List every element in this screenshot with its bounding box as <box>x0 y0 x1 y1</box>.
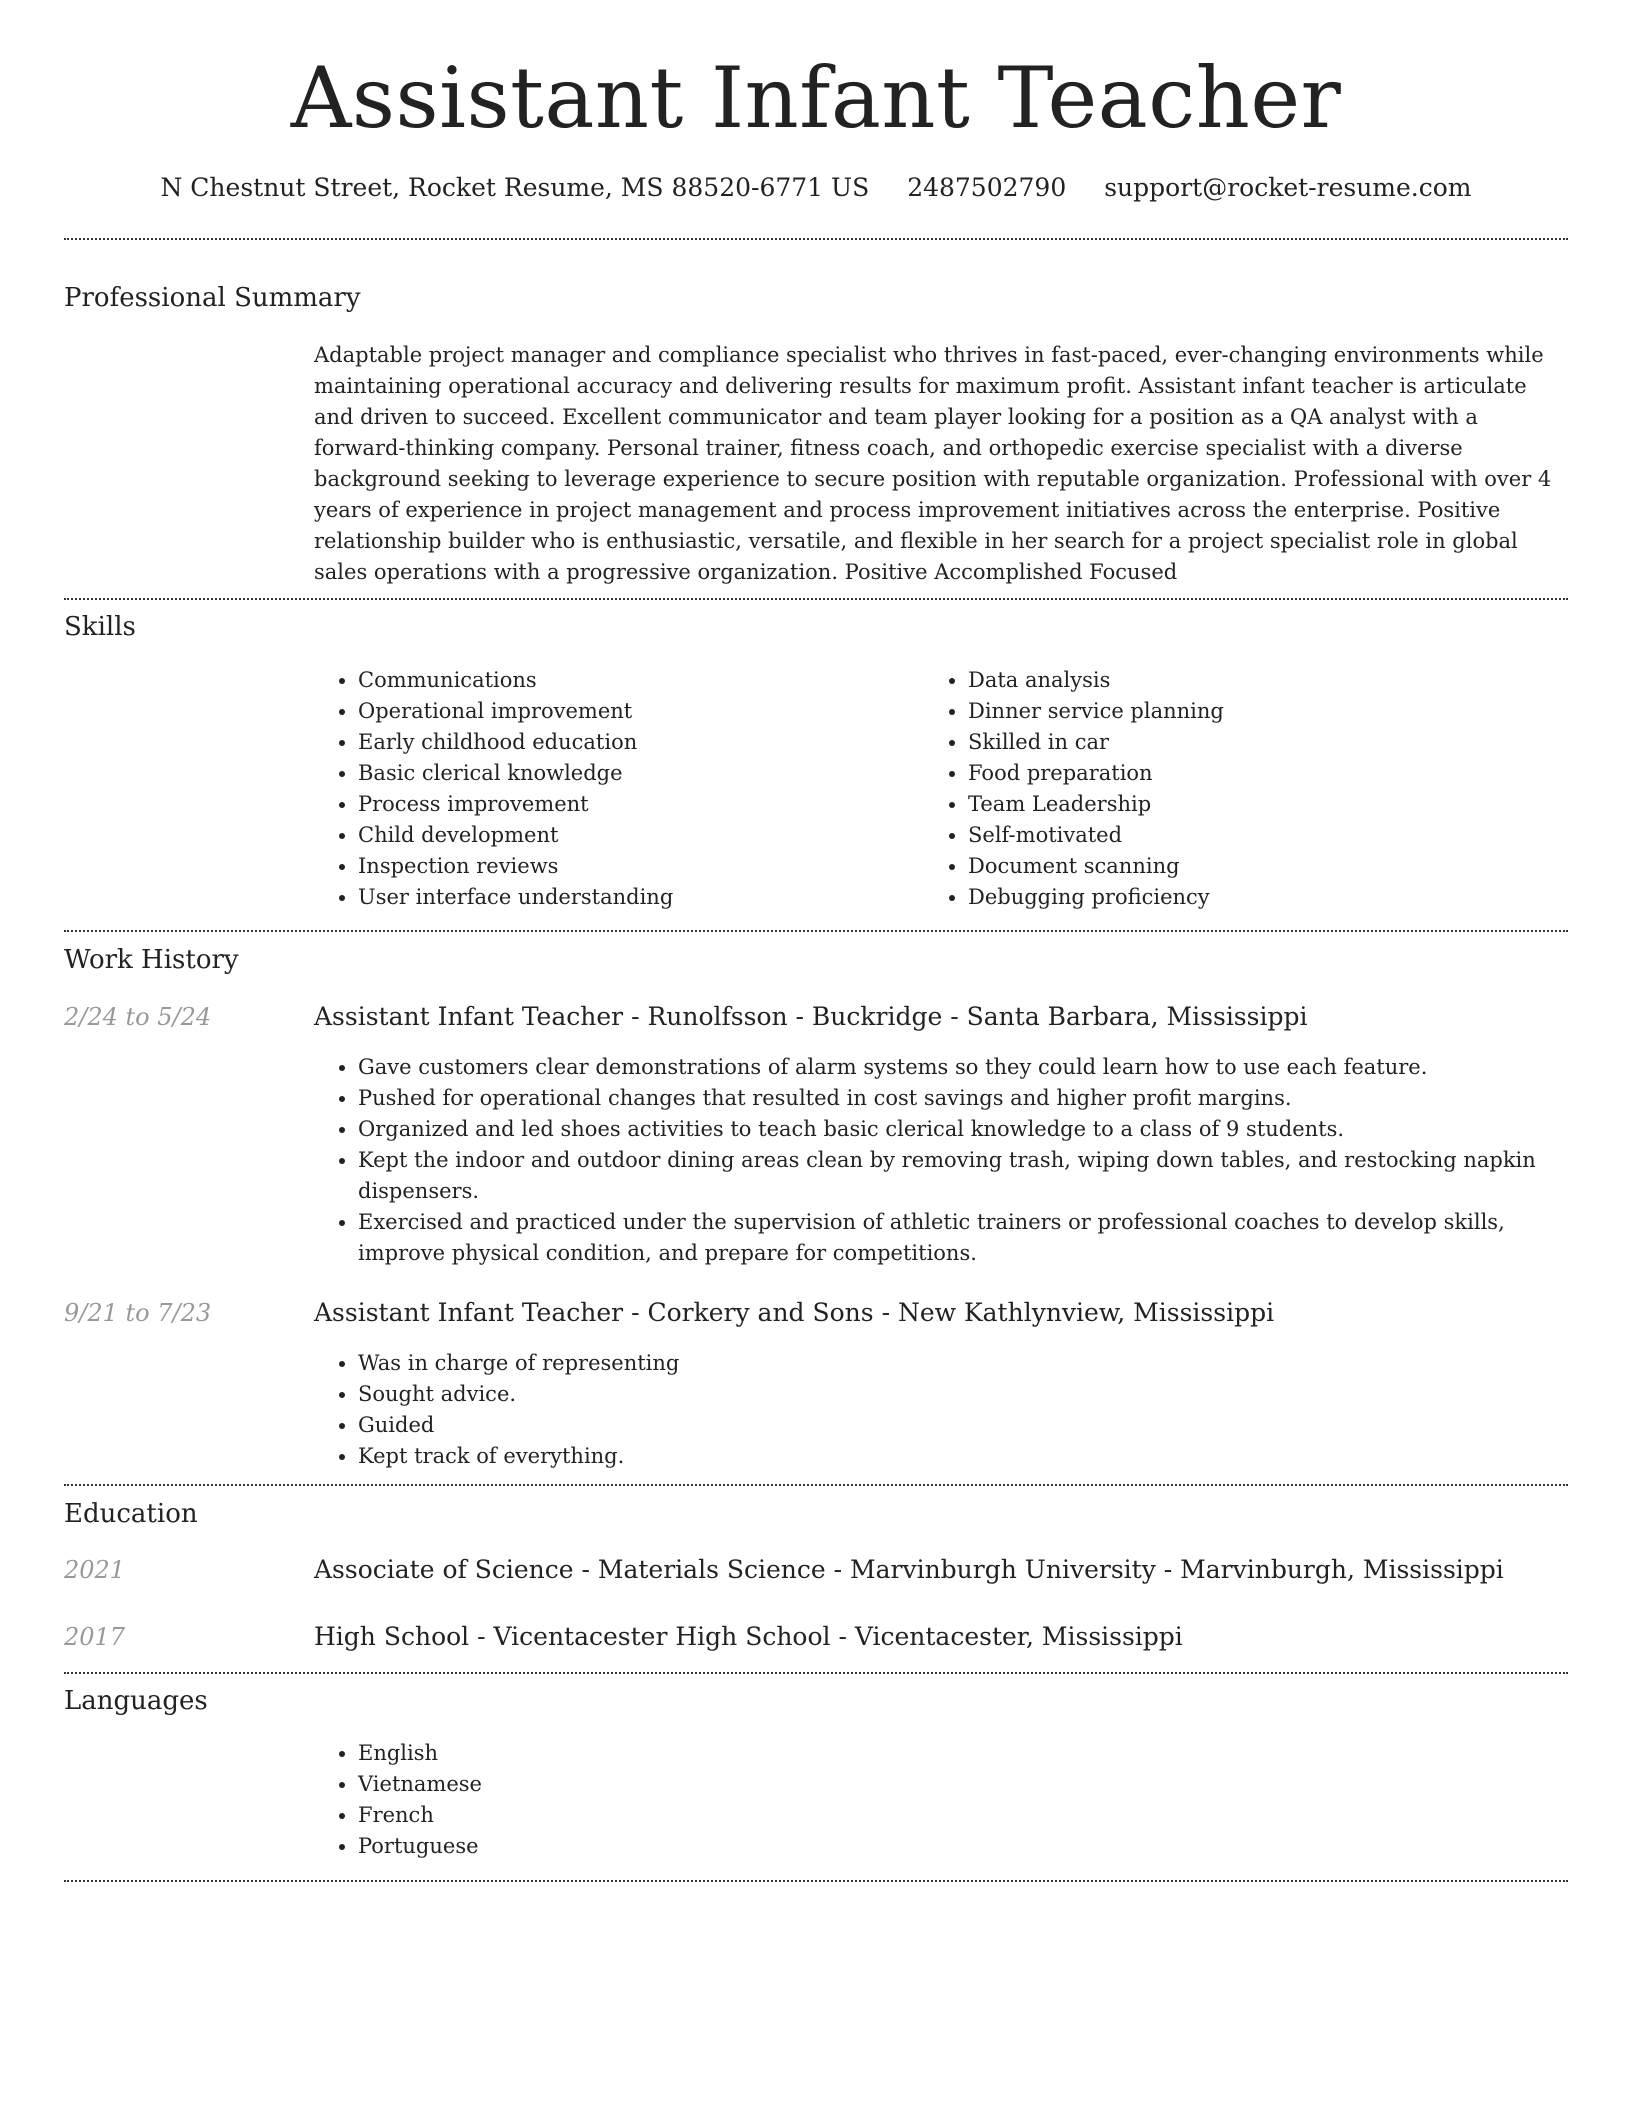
job-title-line <box>314 1296 1564 1330</box>
divider <box>64 238 1568 240</box>
contact-phone: 2487502790 <box>907 173 1067 202</box>
skill-item: • Team Leadership <box>968 789 1568 820</box>
resume-name: Assistant Infant Teacher <box>290 49 1342 147</box>
education-degree: Associate of Science <box>314 1555 574 1584</box>
divider <box>64 1672 1568 1674</box>
job-bullet: • Gave customers clear demonstrations of alarm systems so they could learn how to use each feature. <box>358 1052 1578 1083</box>
job-bullet: • Kept track of everything. <box>358 1441 1578 1472</box>
job-bullet: • Pushed for operational changes that resulted in cost savings and higher profit margins. <box>358 1083 1578 1114</box>
job-role: Assistant Infant Teacher <box>314 1002 624 1031</box>
education-line <box>314 1620 1564 1654</box>
job-dates: 2/24 to 5/24 <box>64 1003 212 1031</box>
job-details: - Corkery and Sons - New Kathlynview, Mississippi <box>631 1298 1275 1327</box>
job-details: - Runolfsson - Buckridge - Santa Barbara, Mississippi <box>631 1002 1308 1031</box>
job-bullets <box>314 1348 1578 1472</box>
skill-item: • Skilled in car <box>968 727 1568 758</box>
divider <box>64 930 1568 932</box>
contact-address: N Chestnut Street, Rocket Resume, MS 88520-6771 US <box>160 173 870 202</box>
summary-text: Adaptable project manager and compliance specialist who thrives in fast-paced, ever-changing environments while maintaining operational accuracy and delivering results for maximum profit. Assistant infant teacher is articulate and driven to succeed. Excellent communicator and team player looking for a position as a QA analyst with a forward-thinking company. Personal trainer, fitness coach, and orthopedic exercise specialist with a diverse background seeking to leverage experience to secure position with reputable organization. Professional with over 4 years of experience in project management and process improvement initiatives across the enterprise. Positive relationship builder who is enthusiastic, versatile, and flexible in her search for a project specialist role in global sales operations with a progressive organization. Positive Accomplished Focused <box>314 343 1552 584</box>
skill-item: • Debugging proficiency <box>968 882 1568 913</box>
language-item: • Portuguese <box>358 1831 958 1862</box>
language-item: • French <box>358 1800 958 1831</box>
skill-item: • Document scanning <box>968 851 1568 882</box>
skills-list-right <box>924 665 1568 913</box>
job-bullet: • Organized and led shoes activities to teach basic clerical knowledge to a class of 9 students. <box>358 1114 1578 1145</box>
language-item: • English <box>358 1738 958 1769</box>
education-year: 2017 <box>64 1623 126 1651</box>
contact-line <box>0 170 1632 206</box>
divider <box>64 598 1568 600</box>
job-bullet: • Exercised and practiced under the supervision of athletic trainers or professional coaches to develop skills, improve physical condition, and prepare for competitions. <box>358 1207 1578 1269</box>
job-bullets <box>314 1052 1578 1269</box>
work-heading: Work History <box>64 945 239 975</box>
education-details: - Vicentacester High School - Vicentacester, Mississippi <box>477 1622 1183 1651</box>
education-heading: Education <box>64 1499 198 1529</box>
skill-item: • Basic clerical knowledge <box>358 758 918 789</box>
job-bullet: • Sought advice. <box>358 1379 1578 1410</box>
languages-heading: Languages <box>64 1686 208 1716</box>
summary-heading: Professional Summary <box>64 283 361 313</box>
job-bullet: • Guided <box>358 1410 1578 1441</box>
language-item: • Vietnamese <box>358 1769 958 1800</box>
skill-item: • Inspection reviews <box>358 851 918 882</box>
skill-item: • Dinner service planning <box>968 696 1568 727</box>
languages-list <box>314 1738 958 1862</box>
job-dates: 9/21 to 7/23 <box>64 1299 212 1327</box>
skill-item: • Early childhood education <box>358 727 918 758</box>
education-year: 2021 <box>64 1556 126 1584</box>
skill-item: • Data analysis <box>968 665 1568 696</box>
skill-item: • User interface understanding <box>358 882 918 913</box>
skill-item: • Communications <box>358 665 918 696</box>
skill-item: • Child development <box>358 820 918 851</box>
education-line <box>314 1553 1564 1587</box>
job-role: Assistant Infant Teacher <box>314 1298 624 1327</box>
skill-item: • Food preparation <box>968 758 1568 789</box>
education-degree: High School <box>314 1622 470 1651</box>
skill-item: • Self-motivated <box>968 820 1568 851</box>
contact-email: support@rocket-resume.com <box>1104 173 1472 202</box>
skills-list-left <box>314 665 918 913</box>
divider <box>64 1484 1568 1486</box>
skill-item: • Operational improvement <box>358 696 918 727</box>
skills-heading: Skills <box>64 612 136 642</box>
job-bullet: • Was in charge of representing <box>358 1348 1578 1379</box>
education-details: - Materials Science - Marvinburgh University - Marvinburgh, Mississippi <box>581 1555 1504 1584</box>
job-bullet: • Kept the indoor and outdoor dining areas clean by removing trash, wiping down tables, and restocking napkin dispensers. <box>358 1145 1578 1207</box>
job-title-line <box>314 1000 1564 1034</box>
skill-item: • Process improvement <box>358 789 918 820</box>
divider <box>64 1880 1568 1882</box>
